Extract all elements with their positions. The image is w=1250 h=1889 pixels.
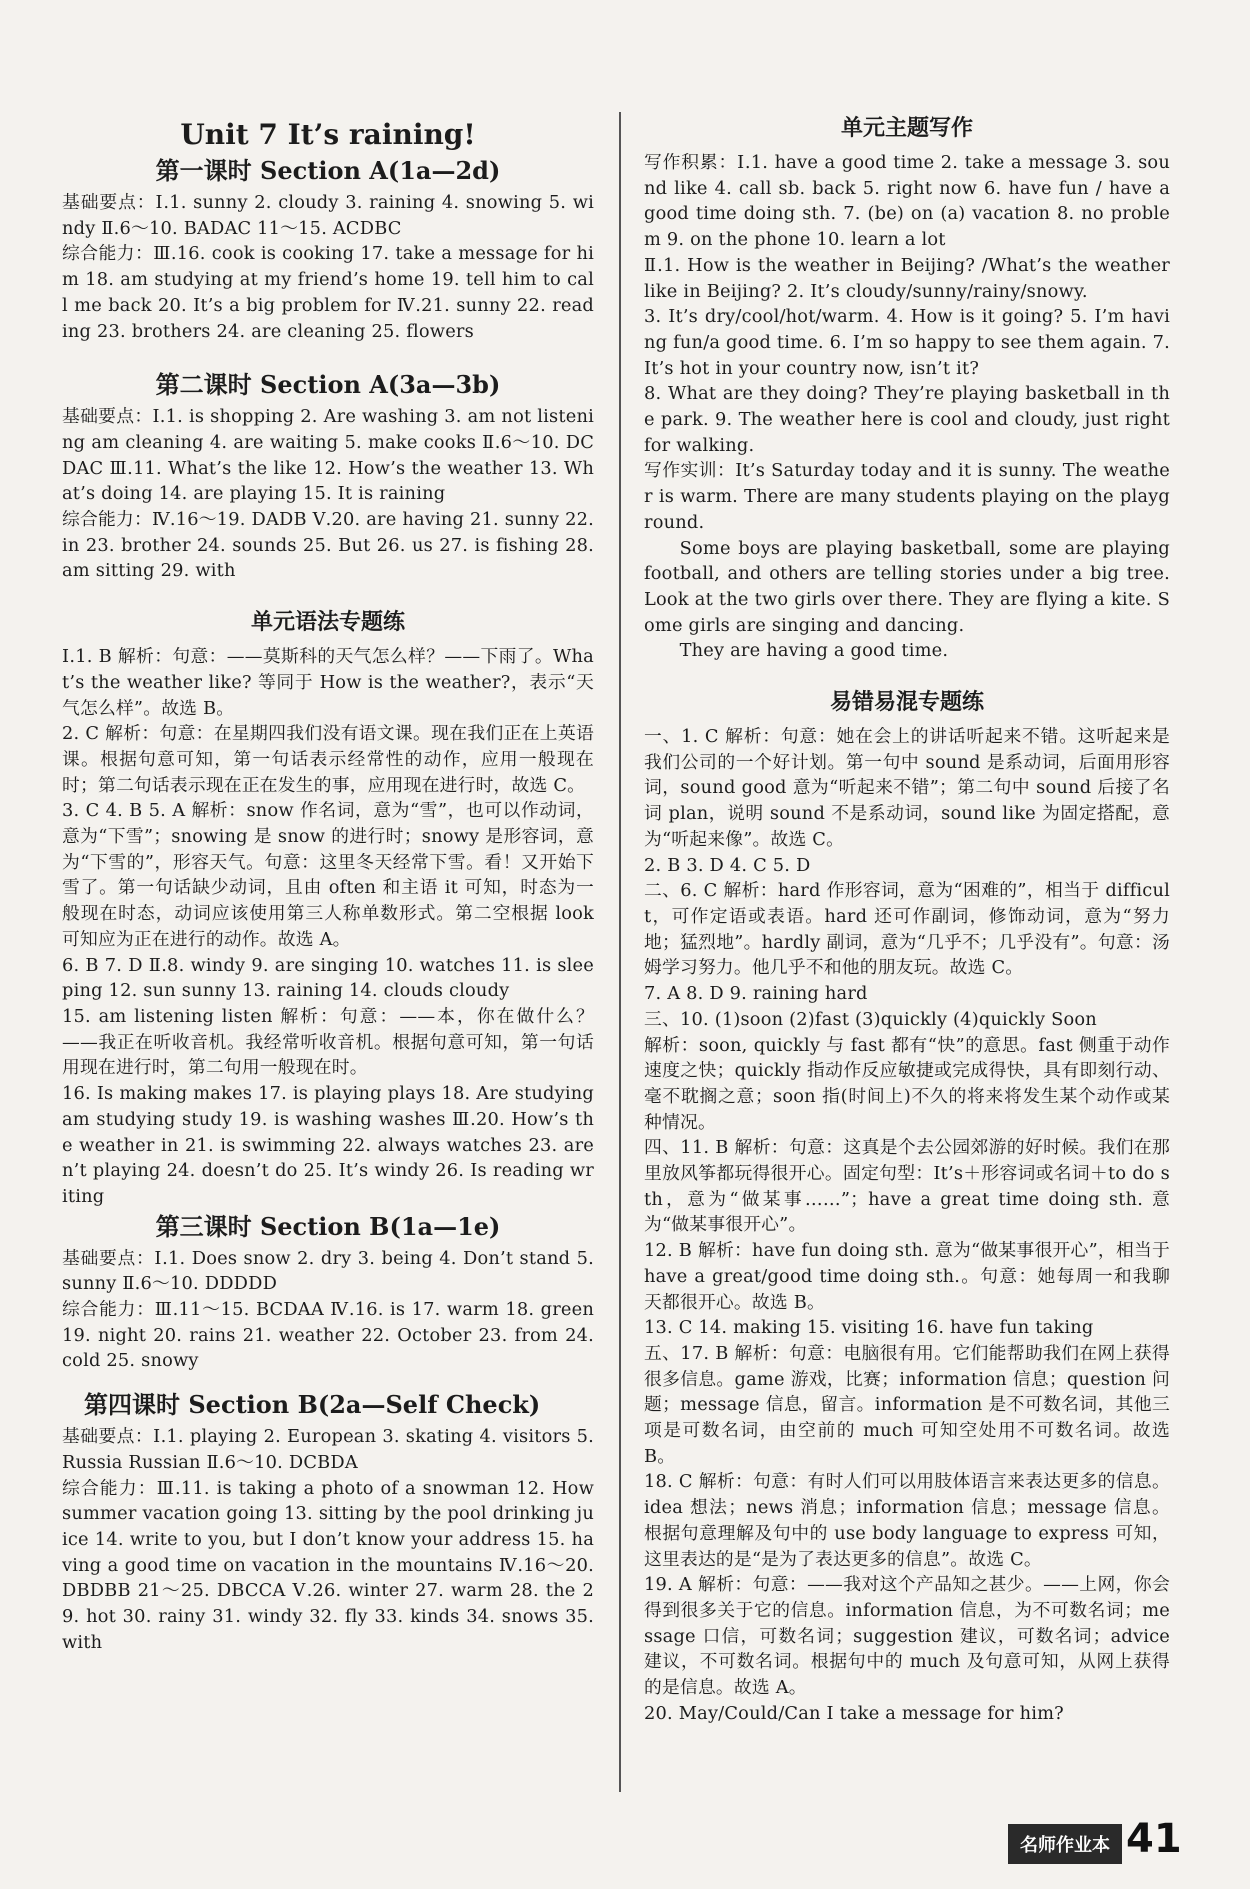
lesson4-title: 第四课时 Section B(2a—Self Check) xyxy=(84,1390,541,1420)
confusion-line: 三、10. (1)soon (2)fast (3)quickly (4)quickly Soon xyxy=(644,1008,1097,1030)
writing-line: Ⅱ.1. How is the weather in Beijing? /What’s the weather like in Beijing? 2. It’s cloudy/sunny/rainy/snowy. xyxy=(644,254,1170,302)
lesson3-title: 第三课时 Section B(1a—1e) xyxy=(155,1211,501,1241)
page-number: 41 xyxy=(1126,1816,1182,1862)
grammar-line: Ⅰ.1. B 解析：句意：——莫斯科的天气怎么样？——下雨了。What’s the weather like? 等同于 How is the weather?，表示“天气怎么样”。故选 B。 xyxy=(62,646,594,719)
lesson1-title: 第一课时 Section A(1a—2d) xyxy=(155,156,501,185)
writing-title: 单元主题写作 xyxy=(840,116,973,141)
grammar-title: 单元语法专题练 xyxy=(250,610,405,636)
confusion-line: 二、6. C 解析：hard 作形容词，意为“困难的”，相当于 difficult，可作定语或表语。hard 还可作副词，修饰动词，意为“努力地；猛烈地”。hardly 副词，意为“几乎不；几乎没有”。句意：汤姆学习努力。他几乎不和他的朋友玩。故选 C。 xyxy=(644,880,1170,979)
confusion-line: 20. May/Could/Can I take a message for him? xyxy=(644,1702,1064,1724)
confusion-line: 四、11. B 解析：句意：这真是个去公园郊游的好时候。我们在那里放风筝都玩得很开心。固定句型：It’s＋形容词或名词＋to do sth，意为“做某事……”；have a great time doing sth. 意为“做某事很开心”。 xyxy=(644,1137,1170,1236)
lesson4-ability: 综合能力：Ⅲ.11. is taking a photo of a snowman 12. How summer vacation going 13. sitting by the pool drinking juice 14. write to you, but I don’t know your address 15. having a good time on vacation in the mountains Ⅳ.16～20. DBDBB 21～25. DBCCA Ⅴ.26. winter 27. warm 28. the 29. hot 30. rainy 31. windy 32. fly 33. kinds 34. snows 35. with xyxy=(62,1477,594,1653)
lesson2-ability: 综合能力：Ⅳ.16～19. DADB Ⅴ.20. are having 21. sunny 22. in 23. brother 24. sounds 25. But 26. us 27. is fishing 28. am sitting 29. with xyxy=(62,509,594,582)
lesson1-basic: 基础要点：Ⅰ.1. sunny 2. cloudy 3. raining 4. snowing 5. windy Ⅱ.6～10. BADAC 11～15. ACDBC xyxy=(62,192,594,239)
confusion-line: 五、17. B 解析：句意：电脑很有用。它们能帮助我们在网上获得很多信息。game 游戏，比赛；information 信息；question 问题；message 信息，留言。information 是不可数名词，其他三项是可数名词，由空前的 much 可知空处用不可数名词。故选 B。 xyxy=(644,1342,1170,1467)
lesson1-ability: 综合能力：Ⅲ.16. cook is cooking 17. take a message for him 18. am studying at my friend’s home 19. tell him to call me back 20. It’s a big problem for Ⅳ.21. sunny 22. reading 23. brothers 24. are cleaning 25. flowers xyxy=(62,243,594,342)
lesson4-basic: 基础要点：Ⅰ.1. playing 2. European 3. skating 4. visitors 5. Russia Russian Ⅱ.6～10. DCBDA xyxy=(62,1426,594,1473)
lesson3-basic: 基础要点：Ⅰ.1. Does snow 2. dry 3. being 4. Don’t stand 5. sunny Ⅱ.6～10. DDDDD xyxy=(62,1247,594,1295)
confusion-line: 2. B 3. D 4. C 5. D xyxy=(644,854,811,876)
confusion-line: 解析：soon, quickly 与 fast 都有“快”的意思。fast 侧重于动作速度之快；quickly 指动作反应敏捷或完成得快，具有即刻行动、毫不耽搁之意；soon 指(时间上)不久的将来将发生某个动作或某种情况。 xyxy=(644,1034,1170,1133)
left-column xyxy=(62,112,594,1655)
confusion-title: 易错易混专题练 xyxy=(829,690,984,716)
lesson2-basic: 基础要点：Ⅰ.1. is shopping 2. Are washing 3. am not listening am cleaning 4. are waiting 5. make cooks Ⅱ.6～10. DCDAC Ⅲ.11. What’s the like 12. How’s the weather 13. What’s doing 14. are playing 15. It is raining xyxy=(62,406,594,505)
writing-line: 写作实训：It’s Saturday today and it is sunny. The weather is warm. There are many students playing on the playground. xyxy=(644,460,1170,533)
writing-line: 写作积累：Ⅰ.1. have a good time 2. take a message 3. sound like 4. call sb. back 5. right now 6. have fun / have a good time doing sth. 7. (be) on (a) vacation 8. no problem 9. on the phone 10. learn a lot xyxy=(644,152,1170,251)
grammar-line: 15. am listening listen 解析：句意：——本，你在做什么？——我正在听收音机。我经常听收音机。根据句意可知，第一句话用现在进行时，第二句用一般现在时。 xyxy=(62,1005,594,1079)
confusion-line: 12. B 解析：have fun doing sth. 意为“做某事很开心”，相当于 have a great/good time doing sth.。句意：她每周一和我聊天都很开心。故选 B。 xyxy=(644,1240,1170,1313)
grammar-line: 16. Is making makes 17. is playing plays 18. Are studying am studying study 19. is washing washes Ⅲ.20. How’s the weather in 21. is swimming 22. always watches 23. aren’t playing 24. doesn’t do 25. It’s windy 26. Is reading writing xyxy=(62,1083,594,1207)
grammar-line: 6. B 7. D Ⅱ.8. windy 9. are singing 10. watches 11. is sleeping 12. sun sunny 13. raining 14. clouds cloudy xyxy=(62,954,594,1002)
confusion-line: 一、1. C 解析：句意：她在会上的讲话听起来不错。这听起来是我们公司的一个好计划。第一句中 sound 是系动词，后面用形容词，sound good 意为“听起来不错”；第二句中 sound 后接了名词 plan，说明 sound 不是系动词，sound like 为固定搭配，意为“听起来像”。故选 C。 xyxy=(644,726,1170,850)
unit-title: Unit 7 It’s raining! xyxy=(180,118,476,151)
column-divider xyxy=(619,112,621,1792)
writing-line: 8. What are they doing? They’re playing basketball in the park. 9. The weather here is cool and cloudy, just right for walking. xyxy=(644,383,1170,456)
lesson3-ability: 综合能力：Ⅲ.11～15. BCDAA Ⅳ.16. is 17. warm 18. green 19. night 20. rains 21. weather 22. October 23. from 24. cold 25. snowy xyxy=(62,1299,594,1372)
grammar-line: 3. C 4. B 5. A 解析：snow 作名词，意为“雪”，也可以作动词，意为“下雪”；snowing 是 snow 的进行时；snowy 是形容词，意为“下雪的”，形容天气。句意：这里冬天经常下雪。看！又开始下雪了。第一句话缺少动词，且由 often 和主语 it 可知，时态为一般现在时态，动词应该使用第三人称单数形式。第二空根据 look 可知应为正在进行的动作。故选 A。 xyxy=(62,800,594,950)
confusion-line: 7. A 8. D 9. raining hard xyxy=(644,983,868,1005)
confusion-line: 18. C 解析：句意：有时人们可以用肢体语言来表达更多的信息。idea 想法；news 消息；information 信息；message 信息。根据句意理解及句中的 use body language to express 可知，这里表达的是“是为了表达更多的信息”。故选 C。 xyxy=(644,1471,1170,1570)
lesson2-title: 第二课时 Section A(3a—3b) xyxy=(155,370,501,400)
confusion-line: 19. A 解析：句意：——我对这个产品知之甚少。——上网，你会得到很多关于它的信息。information 信息，为不可数名词；message 口信，可数名词；suggestion 建议，可数名词；advice 建议，不可数名词。根据句中的 much 及句意可知，从网上获得的是信息。故选 A。 xyxy=(644,1574,1170,1699)
grammar-line: 2. C 解析：句意：在星期四我们没有语文课。现在我们正在上英语课。根据句意可知，第一句话表示经常性的动作，应用一般现在时；第二句话表示现在正在发生的事，应用现在进行时，故选 C。 xyxy=(62,723,594,796)
writing-paragraph: They are having a good time. xyxy=(679,640,949,662)
writing-paragraph: Some boys are playing basketball, some are playing football, and others are telling stories under a big tree. Look at the two girls over there. They are flying a kite. Some girls are singing and dancing. xyxy=(644,537,1170,636)
confusion-line: 13. C 14. making 15. visiting 16. have fun taking xyxy=(644,1317,1094,1339)
writing-line: 3. It’s dry/cool/hot/warm. 4. How is it going? 5. I’m having fun/a good time. 6. I’m so happy to see them again. 7. It’s hot in your country now, isn’t it? xyxy=(644,306,1170,379)
book-series-label: 名师作业本 xyxy=(1008,1824,1122,1864)
right-column xyxy=(644,112,1170,1726)
